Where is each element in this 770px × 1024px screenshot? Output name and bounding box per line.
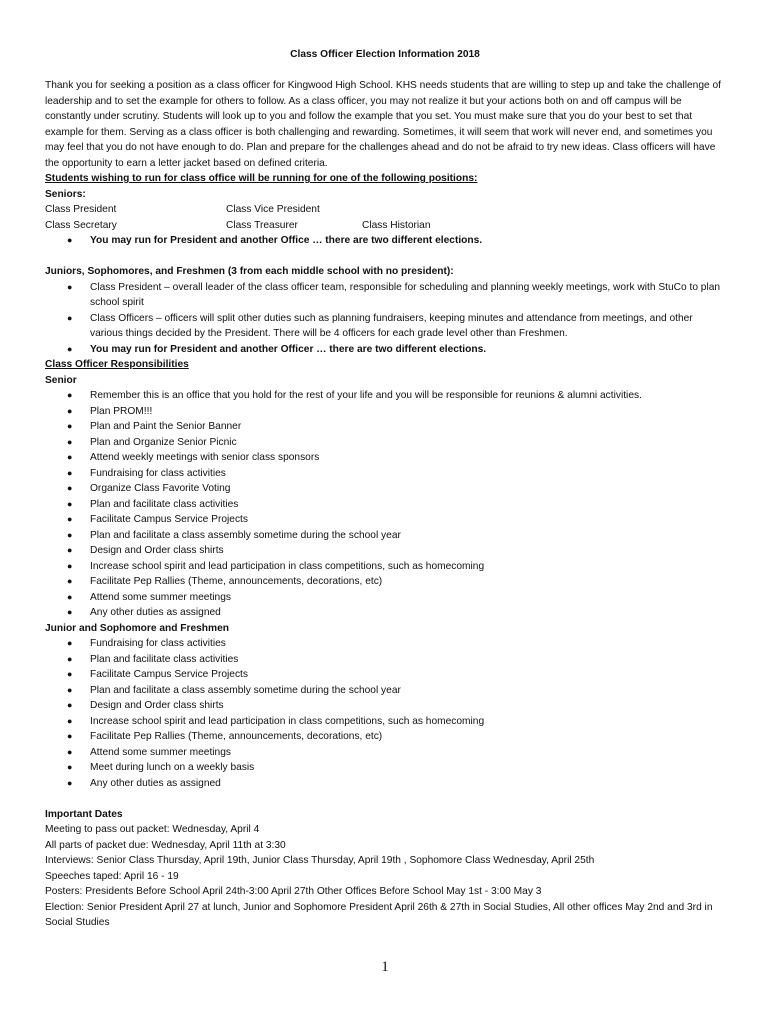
list-item: ● Fundraising for class activities: [45, 466, 725, 482]
document-title: Class Officer Election Information 2018: [290, 49, 480, 60]
intro-paragraph: Thank you for seeking a position as a class officer for Kingwood High School. KHS needs students that are willing to step up and take the challenge of leadership and to set the example for others to follow. As a class officer, you may not realize it but your actions both on and off campus will be constantly under scrutiny. Students will look up to you and follow the example that you set. You must make sure that you do your best to set that example for them. Serving as a class officer is both challenging and rewarding. Sometimes, it will seem that work will never end, and sometimes you may feel that you do not have enough to do. Plan and prepare for the challenges ahead and do not be afraid to try new ideas. Class officers will have the opportunity to earn a letter jacket based on defined criteria.: [45, 80, 721, 169]
seniors-note: ● You may run for President and another Office … there are two different elections.: [45, 233, 725, 249]
intro-section: [45, 78, 725, 931]
list-item: ● Design and Order class shirts: [45, 543, 725, 559]
list-item: ● Plan and facilitate a class assembly sometime during the school year: [45, 528, 725, 544]
list-item: ● Attend weekly meetings with senior class sponsors: [45, 450, 725, 466]
list-item: ● Organize Class Favorite Voting: [45, 481, 725, 497]
list-item: ● Facilitate Campus Service Projects: [45, 667, 725, 683]
spacer: [45, 791, 725, 807]
junior-responsibilities-list: [45, 636, 725, 791]
list-item: ● Design and Order class shirts: [45, 698, 725, 714]
list-item: ● Any other duties as assigned: [45, 776, 725, 792]
senior-responsibilities-heading: Senior: [45, 374, 77, 386]
important-dates-heading: Important Dates: [45, 808, 123, 820]
seniors-positions-row-2: [45, 218, 725, 234]
list-item: ● Any other duties as assigned: [45, 605, 725, 621]
juniors-note: ● You may run for President and another Officer … there are two different elections.: [45, 342, 725, 358]
junior-responsibilities-heading: Junior and Sophomore and Freshmen: [45, 622, 229, 634]
list-item: ● Plan and Organize Senior Picnic: [45, 435, 725, 451]
list-item: ● Plan PROM!!!: [45, 404, 725, 420]
responsibilities-heading: Class Officer Responsibilities: [45, 359, 189, 370]
list-item: ● Increase school spirit and lead participation in class competitions, such as homecoming: [45, 559, 725, 575]
seniors-heading: Seniors:: [45, 188, 86, 200]
position-label: Class Vice President: [226, 204, 320, 215]
date-line: Election: Senior President April 27 at lunch, Junior and Sophomore President April 26th & 27th in Social Studies, All other offices May 2nd and 3rd in Social Studies: [45, 901, 713, 928]
date-line: Interviews: Senior Class Thursday, April 19th, Junior Class Thursday, April 19th , Sophomore Class Wednesday, April 25th: [45, 855, 595, 866]
seniors-positions-row-1: [45, 202, 725, 218]
list-item: ● Remember this is an office that you hold for the rest of your life and you will be responsible for reunions & alumni activities.: [45, 388, 725, 404]
position-label: Class Secretary: [45, 219, 117, 231]
date-line: Posters: Presidents Before School April 24th-3:00 April 27th Other Offices Before School May 1st - 3:00 May 3: [45, 886, 542, 897]
list-item: ● Increase school spirit and lead participation in class competitions, such as homecoming: [45, 714, 725, 730]
list-item: ● Attend some summer meetings: [45, 745, 725, 761]
list-item: ● Fundraising for class activities: [45, 636, 725, 652]
date-line: All parts of packet due: Wednesday, April 11th at 3:30: [45, 839, 286, 851]
list-item: ● Attend some summer meetings: [45, 590, 725, 606]
page-number: 1: [381, 959, 389, 975]
juniors-list: [45, 280, 725, 358]
list-item: ● Plan and facilitate a class assembly sometime during the school year: [45, 683, 725, 699]
positions-heading: Students wishing to run for class office will be running for one of the following positions:: [45, 173, 478, 184]
position-label: Class Treasurer: [226, 219, 298, 231]
list-item: ● Facilitate Pep Rallies (Theme, announcements, decorations, etc): [45, 574, 725, 590]
list-item: ● Facilitate Pep Rallies (Theme, announcements, decorations, etc): [45, 729, 725, 745]
spacer: [45, 249, 725, 265]
list-item: ● Class President – overall leader of the class officer team, responsible for scheduling and planning weekly meetings, work with StuCo to plan school spirit: [45, 280, 725, 311]
important-dates-lines: [45, 822, 725, 931]
seniors-note-list: [45, 233, 725, 249]
position-label: Class Historian: [362, 219, 431, 231]
position-label: Class President: [45, 204, 117, 215]
list-item: ● Class Officers – officers will split other duties such as planning fundraisers, keeping minutes and attendance from meetings, and other various things decided by the President. There will be 4 officers for each grade level other than Freshmen.: [45, 311, 725, 342]
senior-responsibilities-list: [45, 388, 725, 621]
date-line: Meeting to pass out packet: Wednesday, April 4: [45, 824, 260, 835]
list-item: ● Facilitate Campus Service Projects: [45, 512, 725, 528]
list-item: ● Plan and Paint the Senior Banner: [45, 419, 725, 435]
juniors-heading: Juniors, Sophomores, and Freshmen (3 from each middle school with no president):: [45, 266, 454, 277]
list-item: ● Plan and facilitate class activities: [45, 652, 725, 668]
list-item: ● Meet during lunch on a weekly basis: [45, 760, 725, 776]
date-line: Speeches taped: April 16 - 19: [45, 870, 179, 882]
list-item: ● Plan and facilitate class activities: [45, 497, 725, 513]
